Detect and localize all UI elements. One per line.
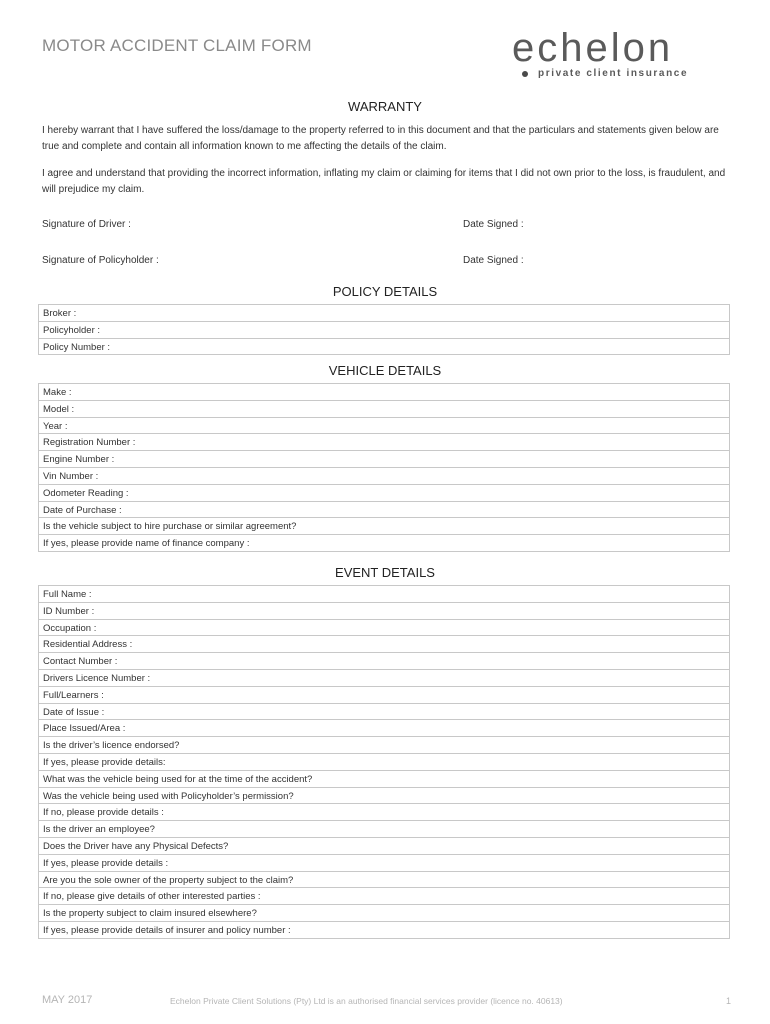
date-signed-driver-label: Date Signed : (463, 219, 524, 230)
event-row-physical-defects[interactable]: Does the Driver have any Physical Defects? (39, 838, 729, 855)
event-row-sole-owner[interactable]: Are you the sole owner of the property subject to the claim? (39, 872, 729, 889)
event-row-insurer-details[interactable]: If yes, please provide details of insurer and policy number : (39, 922, 729, 939)
footer-date: MAY 2017 (42, 994, 93, 1006)
echelon-logo (512, 28, 717, 79)
event-row-full-learners[interactable]: Full/Learners : (39, 687, 729, 704)
event-row-full-name[interactable]: Full Name : (39, 586, 729, 603)
event-row-interested-parties[interactable]: If no, please give details of other interested parties : (39, 888, 729, 905)
event-row-date-of-issue[interactable]: Date of Issue : (39, 704, 729, 721)
policy-row-policyholder[interactable]: Policyholder : (39, 322, 729, 339)
policy-details-heading: POLICY DETAILS (332, 284, 438, 299)
event-row-contact-number[interactable]: Contact Number : (39, 653, 729, 670)
vehicle-row-make[interactable]: Make : (39, 384, 729, 401)
vehicle-details-heading: VEHICLE DETAILS (328, 363, 442, 378)
event-row-employee[interactable]: Is the driver an employee? (39, 821, 729, 838)
warranty-paragraph-2: I agree and understand that providing the incorrect information, inflating my claim or claiming for items that I did not own prior to the loss, is fraudulent, and will prejudice my claim. (42, 168, 726, 195)
event-row-residential-address[interactable]: Residential Address : (39, 636, 729, 653)
policy-row-policy-number[interactable]: Policy Number : (39, 339, 729, 356)
footer-page-number: 1 (726, 996, 732, 1006)
vehicle-row-model[interactable]: Model : (39, 401, 729, 418)
vehicle-row-vin[interactable]: Vin Number : (39, 468, 729, 485)
event-row-endorsed-details[interactable]: If yes, please provide details: (39, 754, 729, 771)
event-row-occupation[interactable]: Occupation : (39, 620, 729, 637)
footer-disclaimer: Echelon Private Client Solutions (Pty) Ltd is an authorised financial services provider (licence no. 40613) (170, 996, 563, 1006)
signature-policyholder-label: Signature of Policyholder : (42, 255, 159, 266)
form-title: MOTOR ACCIDENT CLAIM FORM (42, 36, 312, 55)
event-row-insured-elsewhere[interactable]: Is the property subject to claim insured elsewhere? (39, 905, 729, 922)
logo-dot-icon (522, 71, 528, 77)
logo-wordmark: echelon (512, 26, 674, 70)
event-row-licence-endorsed[interactable]: Is the driver’s licence endorsed? (39, 737, 729, 754)
vehicle-row-year[interactable]: Year : (39, 418, 729, 435)
vehicle-details-table (38, 383, 730, 552)
signature-driver-label: Signature of Driver : (42, 219, 131, 230)
event-row-place-issued[interactable]: Place Issued/Area : (39, 720, 729, 737)
event-row-permission-details[interactable]: If no, please provide details : (39, 804, 729, 821)
vehicle-row-odometer[interactable]: Odometer Reading : (39, 485, 729, 502)
event-details-heading: EVENT DETAILS (335, 565, 435, 580)
vehicle-row-purchase-date[interactable]: Date of Purchase : (39, 502, 729, 519)
warranty-paragraph-1: I hereby warrant that I have suffered the loss/damage to the property referred to in this document and that the particulars and statements given below are true and complete and contain all information known to me affecting the details of the claim. (42, 125, 719, 152)
logo-tagline: private client insurance (538, 68, 689, 79)
event-details-table (38, 585, 730, 939)
vehicle-row-registration[interactable]: Registration Number : (39, 434, 729, 451)
event-row-permission[interactable]: Was the vehicle being used with Policyholder’s permission? (39, 788, 729, 805)
date-signed-policyholder-label: Date Signed : (463, 255, 524, 266)
warranty-heading: WARRANTY (348, 99, 422, 114)
event-row-vehicle-use[interactable]: What was the vehicle being used for at the time of the accident? (39, 771, 729, 788)
event-row-defects-details[interactable]: If yes, please provide details : (39, 855, 729, 872)
policy-row-broker[interactable]: Broker : (39, 305, 729, 322)
vehicle-row-engine-number[interactable]: Engine Number : (39, 451, 729, 468)
policy-details-table (38, 304, 730, 355)
vehicle-row-hire-purchase[interactable]: Is the vehicle subject to hire purchase or similar agreement? (39, 518, 729, 535)
vehicle-row-finance-company[interactable]: If yes, please provide name of finance company : (39, 535, 729, 552)
event-row-id-number[interactable]: ID Number : (39, 603, 729, 620)
logo-tagline-row (512, 68, 717, 79)
event-row-licence-number[interactable]: Drivers Licence Number : (39, 670, 729, 687)
